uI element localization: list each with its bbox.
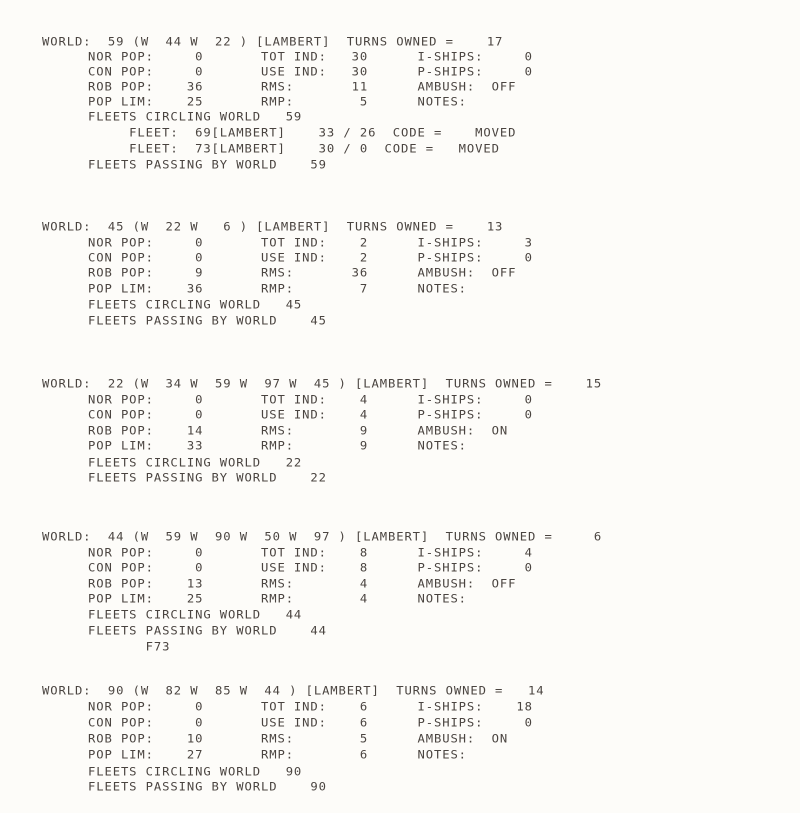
world-44-row-3: ROB POP: 13 RMS: 4 AMBUSH: OFF bbox=[88, 577, 517, 591]
world-22-row-4: POP LIM: 33 RMP: 9 NOTES: bbox=[88, 439, 467, 453]
world-59-row-1: NOR POP: 0 TOT IND: 30 I-SHIPS: 0 bbox=[88, 50, 533, 64]
world-44-fleets-circling: FLEETS CIRCLING WORLD 44 bbox=[88, 608, 303, 622]
world-45-fleets-passing: FLEETS PASSING BY WORLD 45 bbox=[88, 314, 327, 328]
world-44-row-1: NOR POP: 0 TOT IND: 8 I-SHIPS: 4 bbox=[88, 546, 533, 560]
world-45-row-1: NOR POP: 0 TOT IND: 2 I-SHIPS: 3 bbox=[88, 236, 533, 250]
world-22-fleets-passing: FLEETS PASSING BY WORLD 22 bbox=[88, 471, 327, 485]
world-59-fleets-passing: FLEETS PASSING BY WORLD 59 bbox=[88, 158, 327, 172]
world-59-row-2: CON POP: 0 USE IND: 30 P-SHIPS: 0 bbox=[88, 65, 533, 79]
world-22-fleets-circling: FLEETS CIRCLING WORLD 22 bbox=[88, 456, 303, 470]
world-44-fleets-passing: FLEETS PASSING BY WORLD 44 bbox=[88, 624, 327, 638]
world-45-fleets-circling: FLEETS CIRCLING WORLD 45 bbox=[88, 298, 303, 312]
world-45-header: WORLD: 45 (W 22 W 6 ) [LAMBERT] TURNS OWNED = 13 bbox=[42, 220, 504, 234]
world-90-fleets-passing: FLEETS PASSING BY WORLD 90 bbox=[88, 780, 327, 794]
world-59-row-3: ROB POP: 36 RMS: 11 AMBUSH: OFF bbox=[88, 80, 517, 94]
world-90-header: WORLD: 90 (W 82 W 85 W 44 ) [LAMBERT] TURNS OWNED = 14 bbox=[42, 684, 545, 698]
world-90-row-4: POP LIM: 27 RMP: 6 NOTES: bbox=[88, 748, 467, 762]
world-45-row-4: POP LIM: 36 RMP: 7 NOTES: bbox=[88, 282, 467, 296]
world-44-row-4: POP LIM: 25 RMP: 4 NOTES: bbox=[88, 592, 467, 606]
world-22-row-2: CON POP: 0 USE IND: 4 P-SHIPS: 0 bbox=[88, 408, 533, 422]
world-44-passing-fleet-f73: F73 bbox=[88, 640, 171, 654]
world-22-header: WORLD: 22 (W 34 W 59 W 97 W 45 ) [LAMBERT] TURNS OWNED = 15 bbox=[42, 377, 603, 391]
world-90-fleets-circling: FLEETS CIRCLING WORLD 90 bbox=[88, 765, 303, 779]
world-44-header: WORLD: 44 (W 59 W 90 W 50 W 97 ) [LAMBERT] TURNS OWNED = 6 bbox=[42, 530, 603, 544]
world-22-row-1: NOR POP: 0 TOT IND: 4 I-SHIPS: 0 bbox=[88, 393, 533, 407]
world-59-header: WORLD: 59 (W 44 W 22 ) [LAMBERT] TURNS OWNED = 17 bbox=[42, 35, 504, 49]
world-45-row-3: ROB POP: 9 RMS: 36 AMBUSH: OFF bbox=[88, 266, 517, 280]
world-59-fleets-circling: FLEETS CIRCLING WORLD 59 bbox=[88, 110, 303, 124]
world-90-row-3: ROB POP: 10 RMS: 5 AMBUSH: ON bbox=[88, 732, 509, 746]
world-45-row-2: CON POP: 0 USE IND: 2 P-SHIPS: 0 bbox=[88, 251, 533, 265]
world-59-row-4: POP LIM: 25 RMP: 5 NOTES: bbox=[88, 95, 467, 109]
world-59-fleet-69: FLEET: 69[LAMBERT] 33 / 26 CODE = MOVED bbox=[88, 126, 517, 140]
world-22-row-3: ROB POP: 14 RMS: 9 AMBUSH: ON bbox=[88, 424, 509, 438]
world-44-row-2: CON POP: 0 USE IND: 8 P-SHIPS: 0 bbox=[88, 561, 533, 575]
world-90-row-1: NOR POP: 0 TOT IND: 6 I-SHIPS: 18 bbox=[88, 700, 533, 714]
world-59-fleet-73: FLEET: 73[LAMBERT] 30 / 0 CODE = MOVED bbox=[88, 142, 500, 156]
world-90-row-2: CON POP: 0 USE IND: 6 P-SHIPS: 0 bbox=[88, 716, 533, 730]
